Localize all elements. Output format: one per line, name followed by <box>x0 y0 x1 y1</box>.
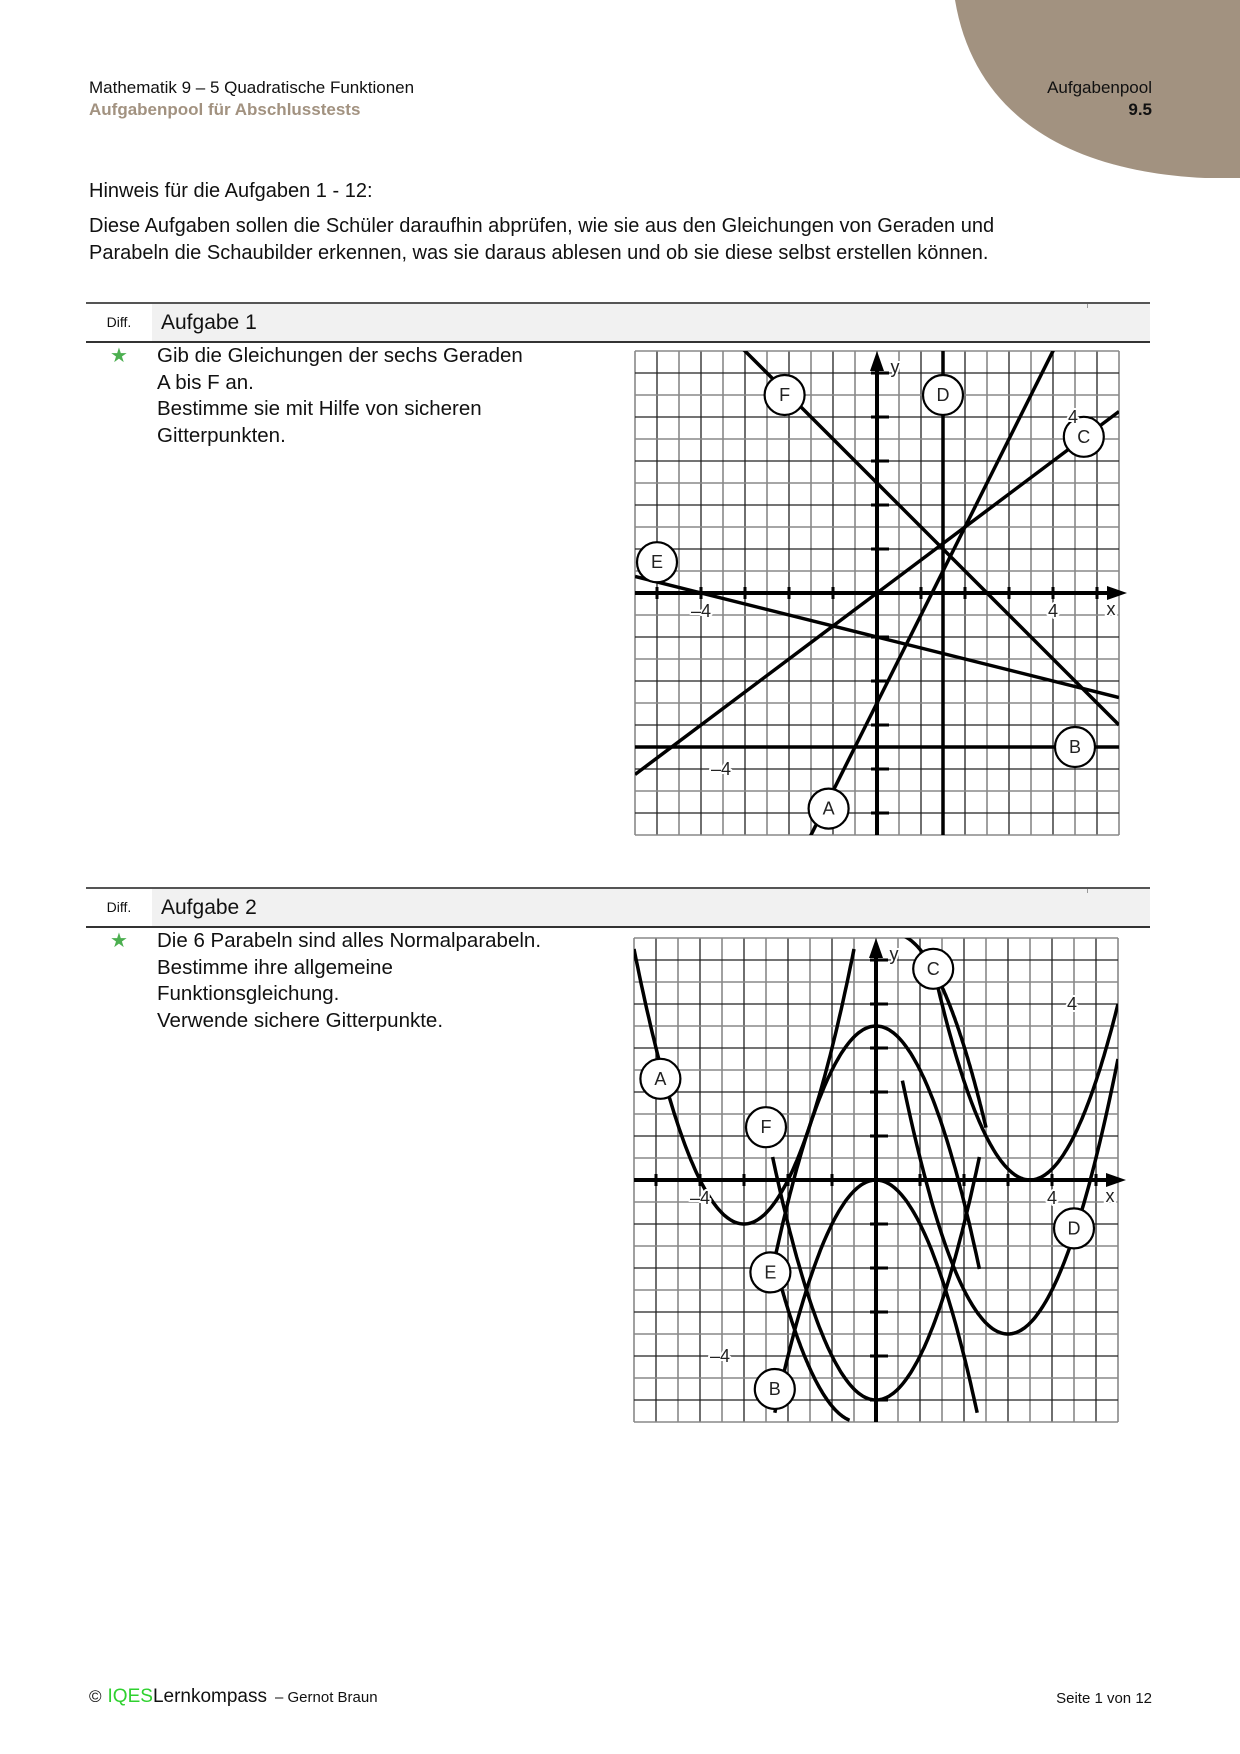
footer-author: – Gernot Braun <box>275 1689 378 1706</box>
task-line: Gitterpunkten. <box>157 423 286 447</box>
task-1-coordinate-graph <box>635 351 1119 835</box>
star-icon: ★ <box>110 345 128 367</box>
hint-line: Diese Aufgaben sollen die Schüler daraufhin abprüfen, wie sie aus den Gleichungen von Geraden und <box>89 215 995 237</box>
course-subtitle: Aufgabenpool für Abschlusstests <box>89 100 361 119</box>
footer <box>89 1686 378 1708</box>
task-1-header <box>86 302 1150 343</box>
task-2-title: Aufgabe 2 <box>152 889 1150 926</box>
y-axis-arrow-icon <box>870 351 884 371</box>
task-2-coordinate-graph <box>634 938 1118 1422</box>
series-label-C: C <box>1077 426 1091 447</box>
y-axis-arrow-icon <box>869 938 883 958</box>
pool-label: Aufgabenpool <box>1047 78 1152 97</box>
series-label-A: A <box>822 798 835 819</box>
axis-labels-layer <box>690 944 1115 1366</box>
axis-labels-layer <box>691 357 1116 779</box>
series-label-E: E <box>764 1262 777 1283</box>
series-label-F: F <box>779 385 791 405</box>
task-1-title: Aufgabe 1 <box>152 304 1150 341</box>
task-line: Gib die Gleichungen der sechs Geraden <box>157 344 523 367</box>
header-divider <box>1087 304 1088 308</box>
task-line: Bestimme sie mit Hilfe von sicheren <box>157 397 482 420</box>
hint-section <box>89 178 1149 267</box>
task-line: A bis F an. <box>157 370 254 394</box>
x-axis-arrow-icon <box>1107 586 1127 600</box>
task-2-text <box>157 928 637 1034</box>
x-tick-label: 4 <box>1047 601 1059 621</box>
series-C-curve <box>931 957 1118 1180</box>
y-tick-label: –4 <box>710 759 732 779</box>
series-label-C: C <box>926 958 940 979</box>
series-label-E: E <box>650 552 664 573</box>
series-label-A: A <box>654 1068 667 1089</box>
y-tick-label: –4 <box>709 1346 731 1366</box>
star-icon: ★ <box>110 930 128 952</box>
y-tick-label: 4 <box>1067 407 1079 427</box>
page-number: Seite 1 von 12 <box>1056 1690 1152 1707</box>
brand-iqes: IQES <box>107 1686 153 1707</box>
course-title: Mathematik 9 – 5 Quadratische Funktionen <box>89 78 415 97</box>
series-label-D: D <box>936 385 950 405</box>
hint-title: Hinweis für die Aufgaben 1 - 12: <box>89 180 373 202</box>
series-label-B: B <box>768 1379 781 1399</box>
task-line: Verwende sichere Gitterpunkte. <box>157 1008 444 1032</box>
series-label-B: B <box>1068 737 1082 757</box>
copyright-icon: © <box>89 1687 102 1706</box>
series-label-D: D <box>1067 1218 1081 1239</box>
header-left <box>89 77 414 121</box>
x-tick-label: –4 <box>689 1188 711 1208</box>
task-line: Bestimme ihre allgemeine <box>157 955 393 979</box>
x-axis-arrow-icon <box>1106 1173 1126 1187</box>
task-line: Die 6 Parabeln sind alles Normalparabeln. <box>157 929 542 952</box>
series-label-F: F <box>760 1117 772 1138</box>
task-1-text <box>157 343 637 449</box>
y-axis-label: y <box>889 944 899 964</box>
pool-number: 9.5 <box>1128 100 1152 119</box>
hint-line: Parabeln die Schaubilder erkennen, was sie daraus ablesen und ob sie diese selbst erstellen können. <box>89 242 989 264</box>
x-tick-label: –4 <box>690 601 712 621</box>
y-tick-label: 4 <box>1066 994 1078 1014</box>
x-tick-label: 4 <box>1046 1188 1058 1208</box>
x-axis-label: x <box>1106 599 1116 619</box>
task-2-header <box>86 887 1150 928</box>
header-right <box>1047 77 1152 121</box>
header-divider <box>1087 889 1088 893</box>
diff-label: Diff. <box>86 304 152 341</box>
x-axis-label: x <box>1105 1186 1115 1206</box>
diff-label: Diff. <box>86 889 152 926</box>
brand-lernkompass: Lernkompass <box>152 1686 267 1707</box>
task-line: Funktionsgleichung. <box>157 982 340 1005</box>
y-axis-label: y <box>890 357 900 377</box>
